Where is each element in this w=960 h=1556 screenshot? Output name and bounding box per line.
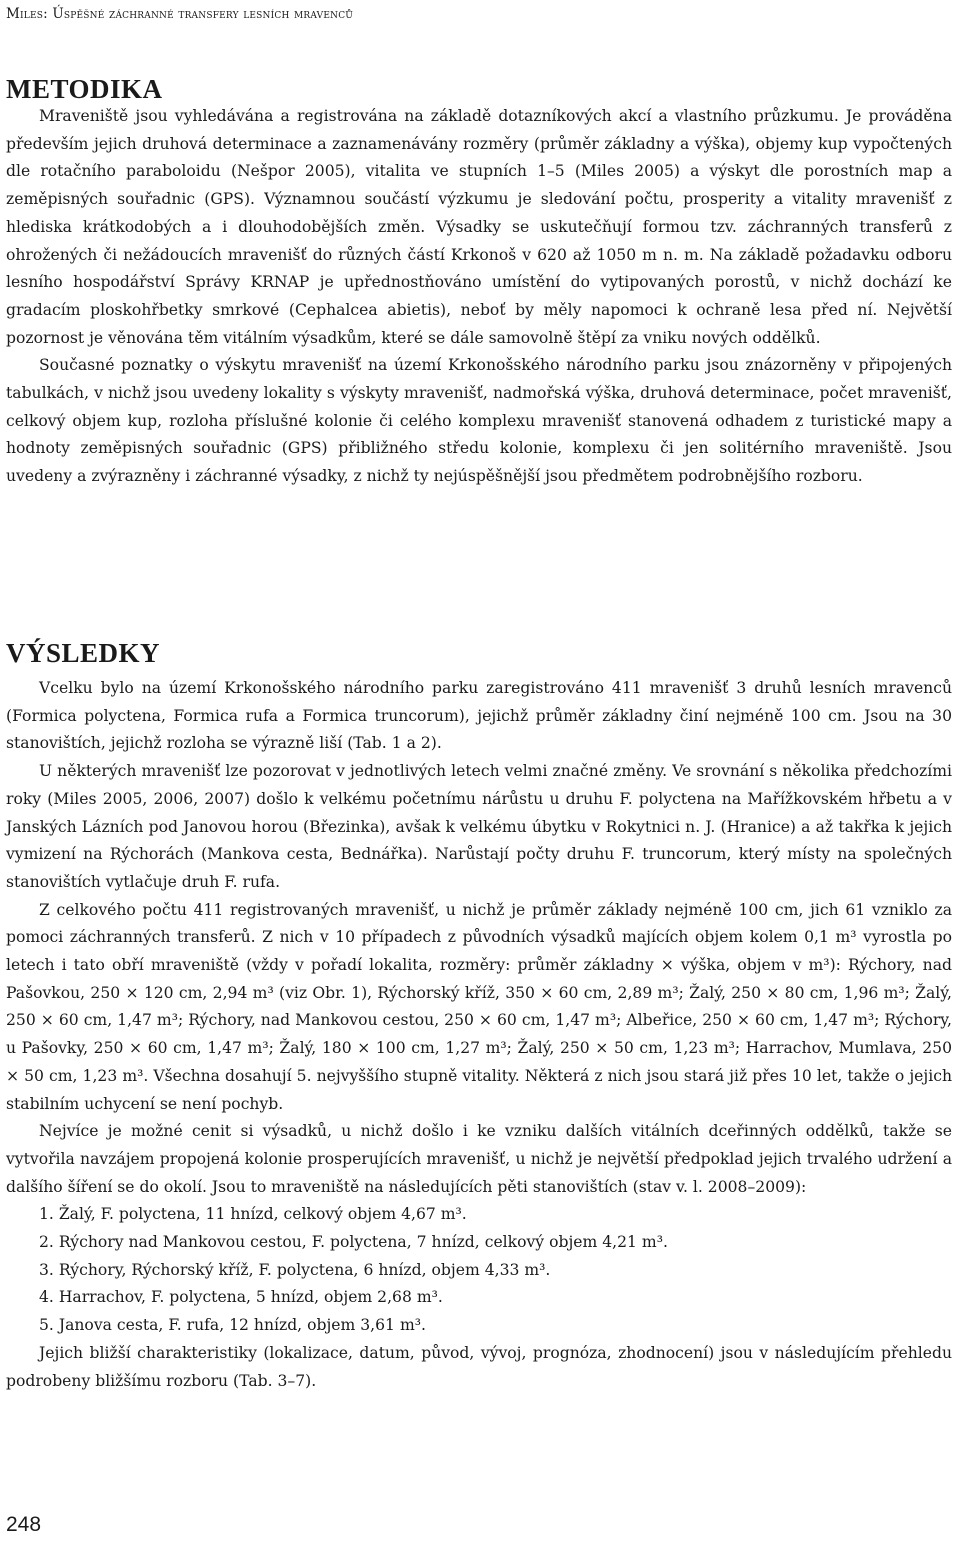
section-heading-vysledky: VÝSLEDKY [6,638,161,668]
metodika-body [6,103,952,491]
page-number: 248 [6,1513,42,1536]
vysledky-paragraph-1: Vcelku bylo na území Krkonošského národního parku zaregistrováno 411 mravenišť 3 druhů lesních mravenců (Formica polyctena, Formica rufa a Formica truncorum), jejichž průměr základny činí nejméně 100 cm. Jsou na 30 stanovištích, jejichž rozloha se výrazně liší (Tab. 1 a 2). [6,679,952,753]
list-item: 2. Rýchory nad Mankovou cestou, F. polyctena, 7 hnízd, celkový objem 4,21 m³. [39,1233,668,1252]
list-item: 4. Harrachov, F. polyctena, 5 hnízd, objem 2,68 m³. [39,1288,443,1307]
list-item: 3. Rýchory, Rýchorský kříž, F. polyctena, 6 hnízd, objem 4,33 m³. [39,1260,551,1279]
list-item: 1. Žalý, F. polyctena, 11 hnízd, celkový objem 4,67 m³. [39,1205,467,1224]
running-head: Miles: Úspěšné záchranné transfery lesních mravenců [6,6,354,22]
list-item: 5. Janova cesta, F. rufa, 12 hnízd, objem 3,61 m³. [39,1316,426,1335]
colony-list [6,1201,952,1340]
vysledky-paragraph-2: U některých mravenišť lze pozorovat v jednotlivých letech velmi značné změny. Ve srovnání s několika předchozími roky (Miles 2005, 2006, 2007) došlo k velkému početnímu nárůstu u druhu F. polyctena na Mařížkovském hřbetu a v Janských Lázních pod Janovou horou (Březinka), avšak k velkému úbytku v Rokytnici n. J. (Hranice) a až takřka k jejich vymizení na Rýchorách (Mankova cesta, Bednářka). Narůstají počty druhu F. truncorum, který místy na společných stanovištích vytlačuje druh F. rufa. [6,762,952,891]
metodika-paragraph-1: Mraveniště jsou vyhledávána a registrována na základě dotazníkových akcí a vlastního průzkumu. Je prováděna především jejich druhová determinace a zaznamenávány rozměry (průměr základny a výška), objemy kup vypočtených dle rotačního paraboloidu (Nešpor 2005), vitalita ve stupních 1–5 (Miles 2005) a výskyt dle porostních map a zeměpisných souřadnic (GPS). Významnou součástí výzkumu je sledování počtu, prosperity a vitality mravenišť z hlediska krátkodobých a i dlouhodobějších změn. Výsadky se uskutečňují formou tzv. záchranných transferů z ohrožených či nežádoucích mravenišť do různých částí Krkonoš v 620 až 1050 m n. m. Na základě požadavku odboru lesního hospodářství Správy KRNAP je upřednostňováno umístění do vytipovaných porostů, v nichž dochází ke gradacím ploskohřbetky smrkové (Cephalcea abietis), neboť by měly napomoci k ochraně lesa před ní. Největší pozornost je věnována těm vitálním výsadkům, které se dále samovolně štěpí za vniku nových oddělků. [6,107,952,347]
vysledky-closing-paragraph: Jejich bližší charakteristiky (lokalizace, datum, původ, vývoj, prognóza, zhodnocení) jsou v následujícím přehledu podrobeny bližšímu rozboru (Tab. 3–7). [6,1343,952,1390]
section-heading-metodika: METODIKA [6,74,163,104]
vysledky-body [6,675,952,1395]
vysledky-paragraph-4: Nejvíce je možné cenit si výsadků, u nichž došlo i ke vzniku dalších vitálních dceřinných oddělků, takže se vytvořila navzájem propojená kolonie prosperujících mravenišť, u nichž je největší předpoklad jejich trvalého udržení a dalšího šíření se do okolí. Jsou to mraveniště na následujících pěti stanovištích (stav v. l. 2008–2009): [6,1122,952,1196]
metodika-paragraph-2: Současné poznatky o výskytu mravenišť na území Krkonošského národního parku jsou znázorněny v připojených tabulkách, v nichž jsou uvedeny lokality s výskyty mravenišť, nadmořská výška, druhová determinace, počet mravenišť, celkový objem kup, rozloha příslušné kolonie či celého komplexu mravenišť stanovená odhadem z turistické mapy a hodnoty zeměpisných souřadnic (GPS) přibližného středu kolonie, komplexu či jen solitérního mraveniště. Jsou uvedeny a zvýrazněny i záchranné výsadky, z nichž ty nejúspěšnější jsou předmětem podrobnějšího rozboru. [6,356,952,486]
vysledky-paragraph-3: Z celkového počtu 411 registrovaných mravenišť, u nichž je průměr základy nejméně 100 cm, jich 61 vzniklo za pomoci záchranných transferů. Z nich v 10 případech z původních výsadků majících objem kolem 0,1 m³ vyrostla po letech i tato obří mraveniště (vždy v pořadí lokalita, rozměry: průměr základny × výška, objem v m³): Rýchory, nad Pašovkou, 250 × 120 cm, 2,94 m³ (viz Obr. 1), Rýchorský kříž, 350 × 60 cm, 2,89 m³; Žalý, 250 × 80 cm, 1,96 m³; Žalý, 250 × 60 cm, 1,47 m³; Rýchory, nad Mankovou cestou, 250 × 60 cm, 1,47 m³; Albeřice, 250 × 60 cm, 1,47 m³; Rýchory, u Pašovky, 250 × 60 cm, 1,47 m³; Žalý, 180 × 100 cm, 1,27 m³; Žalý, 250 × 50 cm, 1,23 m³; Harrachov, Mumlava, 250 × 50 cm, 1,23 m³. Všechna dosahují 5. nejvyššího stupně vitality. Některá z nich jsou stará již přes 10 let, takže o jejich stabilním uchycení se není pochyb. [6,900,952,1113]
